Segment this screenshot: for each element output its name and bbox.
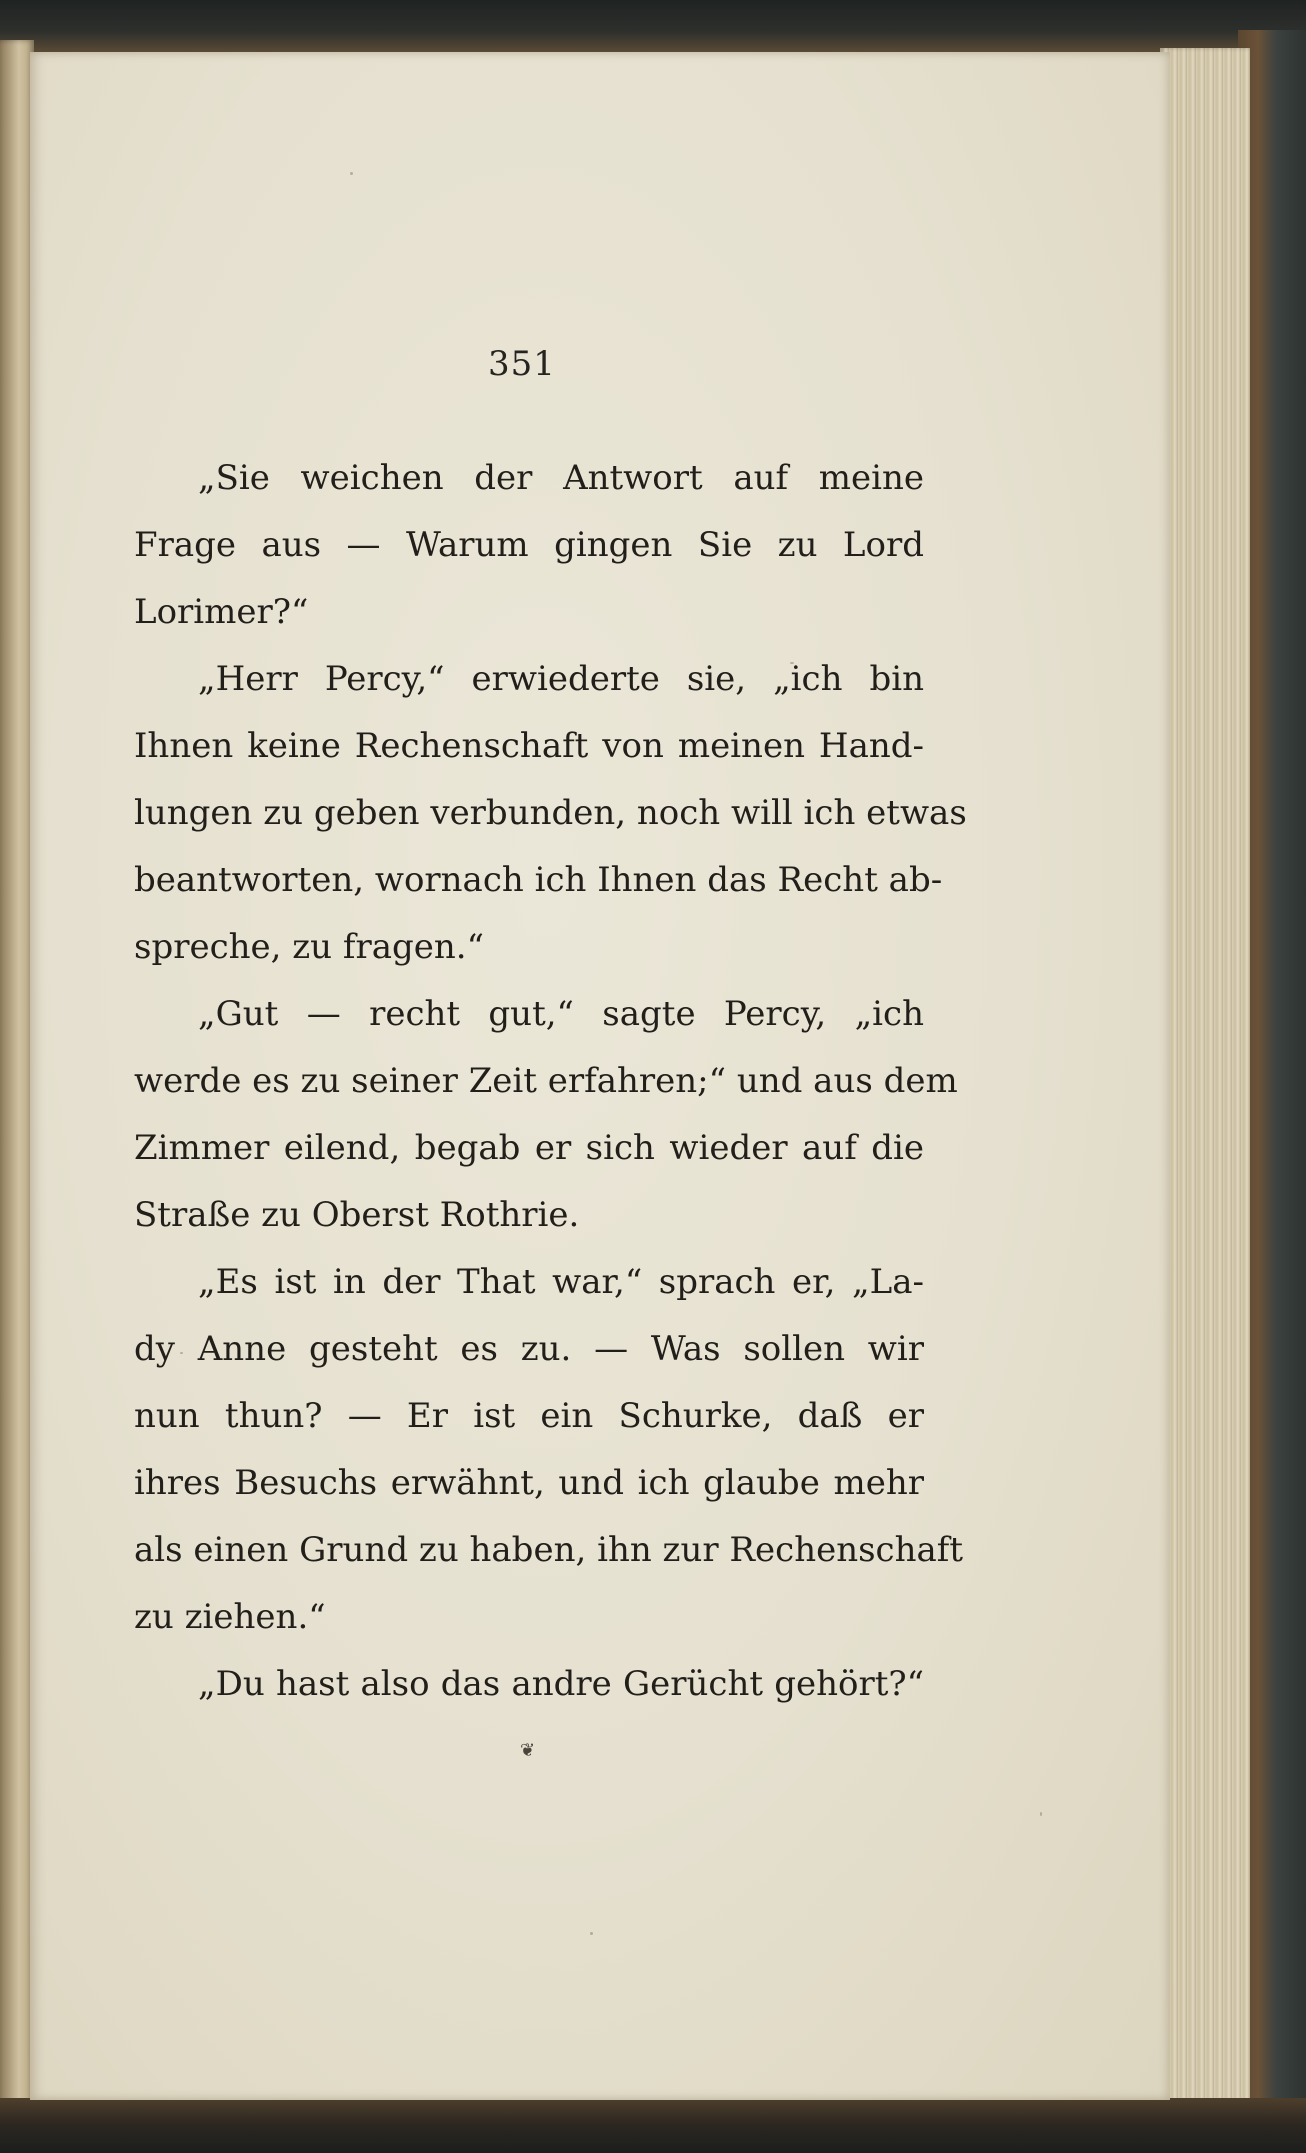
paper-speck — [180, 1352, 183, 1354]
paper-speck — [590, 1932, 593, 1935]
text-line: „Du hast also das andre Gerücht gehört?“ — [198, 1664, 924, 1704]
paper-speck — [790, 662, 794, 664]
text-line: „Gut — recht gut,“ sagte Percy, „ich — [198, 994, 924, 1034]
text-line: „Sie weichen der Antwort auf meine — [198, 458, 924, 498]
text-line: Lorimer?“ — [134, 592, 309, 632]
paper-speck — [1040, 1812, 1042, 1816]
text-line: beantworten, wornach ich Ihnen das Recht ab- — [134, 860, 943, 900]
text-line: Ihnen keine Rechenschaft von meinen Hand- — [134, 726, 924, 766]
page-stack-edge — [1160, 48, 1250, 2108]
text-line: als einen Grund zu haben, ihn zur Rechenschaft — [134, 1530, 964, 1570]
text-line: werde es zu seiner Zeit erfahren;“ und aus dem — [134, 1061, 958, 1101]
book-page — [30, 52, 1170, 2100]
paper-speck — [350, 172, 353, 175]
ornament-icon: ❦ — [520, 1740, 536, 1761]
text-line: spreche, zu fragen.“ — [134, 927, 484, 967]
top-binding-edge — [0, 0, 1306, 52]
text-line: Straße zu Oberst Rothrie. — [134, 1195, 580, 1235]
text-line: ihres Besuchs erwähnt, und ich glaube mehr — [134, 1463, 924, 1503]
bottom-binding-edge — [0, 2098, 1306, 2153]
text-line: zu ziehen.“ — [134, 1597, 326, 1637]
page-number: 351 — [488, 344, 556, 384]
text-line: „Es ist in der That war,“ sprach er, „La- — [198, 1262, 924, 1302]
text-line: „Herr Percy,“ erwiederte sie, „ich bin — [198, 659, 924, 699]
text-line: lungen zu geben verbunden, noch will ich etwas — [134, 793, 967, 833]
text-line: dy Anne gesteht es zu. — Was sollen wir — [134, 1329, 924, 1369]
text-line: Zimmer eilend, begab er sich wieder auf die — [134, 1128, 924, 1168]
left-page-edge — [0, 40, 34, 2110]
text-line: Frage aus — Warum gingen Sie zu Lord — [134, 525, 924, 565]
text-line: nun thun? — Er ist ein Schurke, daß er — [134, 1396, 924, 1436]
